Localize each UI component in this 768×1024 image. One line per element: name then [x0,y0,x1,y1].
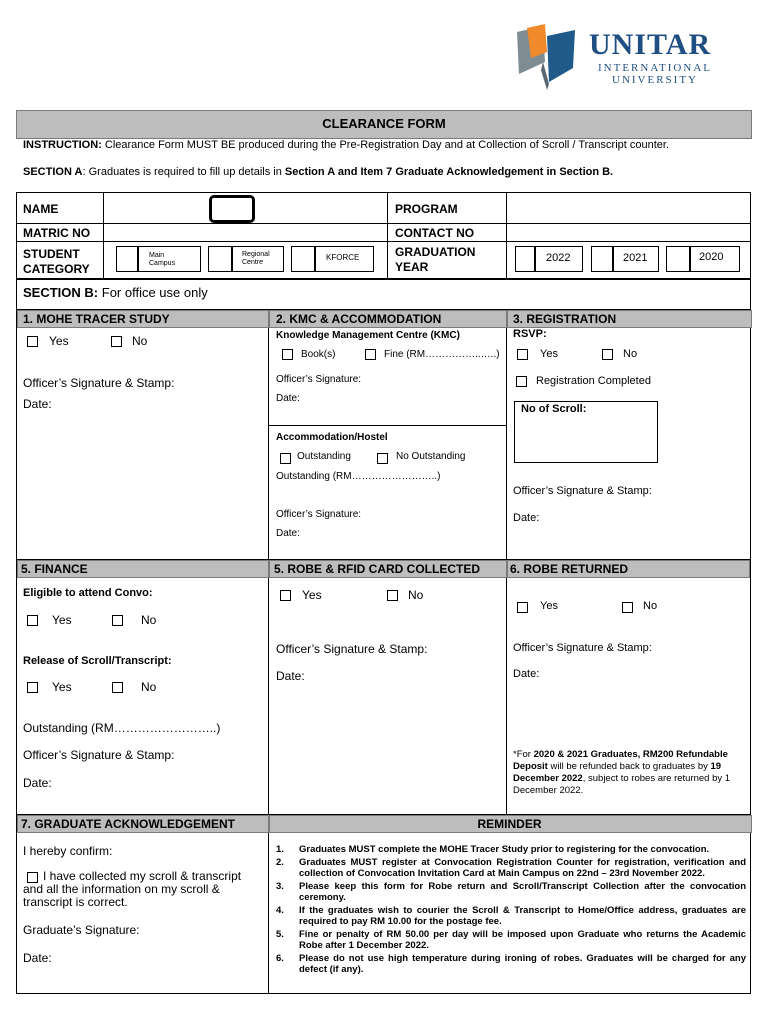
s2-books-checkbox[interactable] [282,349,293,360]
section-a-bold: Section A and Item 7 Graduate Acknowledgement in Section B. [284,166,614,178]
section-a-label: SECTION A [23,166,83,178]
category-label: STUDENT CATEGORY [23,247,90,276]
s2-fine-checkbox[interactable] [365,349,376,360]
s3-completed-checkbox[interactable] [516,376,527,387]
s7-title: 7. GRADUATE ACKNOWLEDGEMENT [21,817,235,831]
category-regional-centre-checkbox[interactable] [208,246,232,272]
name-label: NAME [23,202,59,216]
s5-eligible-yes-label: Yes [52,613,72,627]
reminder-item: 3. Please keep this form for Robe return and Scroll/Transcript Collection after the convocation ceremony. [276,880,746,903]
s2-date2-label: Date: [276,528,300,539]
category-main-campus-label: Main Campus [138,246,201,272]
year-2021-label: 2021 [613,246,659,272]
logo-line2: UNIVERSITY [612,74,698,86]
s5b-yes-checkbox[interactable] [280,590,291,601]
s1-yes-label: Yes [49,334,69,348]
s5-signature-label: Officer’s Signature & Stamp: [23,748,175,762]
s5-eligible-no-label: No [141,613,157,627]
s5b-title: 5. ROBE & RFID CARD COLLECTED [274,562,481,576]
s2-books-label: Book(s) [301,349,336,360]
program-label: PROGRAM [395,202,458,216]
matric-input[interactable] [105,224,385,240]
s5b-no-label: No [408,588,424,602]
s2-outstanding-label: Outstanding [297,451,351,462]
logo-title: UNITAR [589,28,712,61]
year-2022-label: 2022 [535,246,583,272]
book-leaf-icon [513,22,583,92]
instruction-text: Clearance Form MUST BE produced during the Pre-Registration Day and at Collection of Scroll / Transcript counter. [104,139,670,151]
s5-release-label: Release of Scroll/Transcript: [23,655,172,667]
section-a-note [23,166,753,178]
s2-signature2-label: Officer’s Signature: [276,509,362,520]
s2-kmc-heading: Knowledge Management Centre (KMC) [276,330,460,341]
s5-eligible-yes-checkbox[interactable] [27,615,38,626]
s3-date-label: Date: [513,512,540,524]
s5-date-label: Date: [23,776,52,790]
s7-date-label: Date: [23,951,52,965]
program-input[interactable] [508,194,749,222]
s2-no-outstanding-checkbox[interactable] [377,453,388,464]
s3-title: 3. REGISTRATION [513,312,617,326]
s2-outstanding-rm: Outstanding (RM……………………..) [276,471,441,482]
s1-date-label: Date: [23,397,52,411]
s1-title: 1. MOHE TRACER STUDY [23,312,170,326]
reminder-item: 5. Fine or penalty of RM 50.00 per day will be imposed upon Graduate who returns the Academic Robe after 1 December 2022. [276,928,746,951]
s6-yes-checkbox[interactable] [517,602,528,613]
s2-no-outstanding-label: No Outstanding [396,451,466,462]
s5-release-no-checkbox[interactable] [112,682,123,693]
form-title: CLEARANCE FORM [322,116,446,131]
s3-no-checkbox[interactable] [602,349,613,360]
s7-collected-text: I have collected my scroll & transcript and all the information on my scroll & transcript is correct. [23,869,242,909]
category-kforce-checkbox[interactable] [291,246,315,272]
section-b-heading: SECTION B: For office use only [23,285,208,300]
s5b-date-label: Date: [276,669,305,683]
s5-release-no-label: No [141,680,157,694]
s7-signature-label: Graduate’s Signature: [23,923,140,937]
year-2021-checkbox[interactable] [591,246,613,272]
s5-eligible-label: Eligible to attend Convo: [23,587,153,599]
s1-yes-checkbox[interactable] [27,336,38,347]
s1-no-label: No [132,334,148,348]
reminder-list [276,844,746,977]
s2-signature-label: Officer’s Signature: [276,374,362,385]
s1-no-checkbox[interactable] [111,336,122,347]
s2-date-label: Date: [276,393,300,404]
s6-date-label: Date: [513,668,540,680]
s6-signature-label: Officer’s Signature & Stamp: [513,642,652,654]
s5b-signature-label: Officer’s Signature & Stamp: [276,642,428,656]
reminder-item: 4. If the graduates wish to courier the Scroll & Transcript to Home/Office address, graduates are required to pay RM 10.00 for the postage fee. [276,904,746,927]
name-highlight-box [209,195,255,223]
s1-signature-label: Officer’s Signature & Stamp: [23,376,175,390]
contact-input[interactable] [508,224,749,240]
s5-title: 5. FINANCE [21,562,88,576]
s5-release-yes-label: Yes [52,680,72,694]
unitar-logo [513,22,723,92]
s5-eligible-no-checkbox[interactable] [112,615,123,626]
graduation-year-label: GRADUATION YEAR [395,245,476,274]
s3-no-label: No [623,348,638,360]
matric-label: MATRIC NO [23,226,91,240]
s3-signature-label: Officer’s Signature & Stamp: [513,485,652,497]
s6-no-checkbox[interactable] [622,602,633,613]
s5b-yes-label: Yes [302,588,322,602]
s2-title: 2. KMC & ACCOMMODATION [276,312,442,326]
s6-deposit-note: *For 2020 & 2021 Graduates, RM200 Refundable Deposit will be refunded back to graduates by 19 December 2022, subject to robes are returned by 1 December 2022. [513,749,731,796]
reminder-item: 6. Please do not use high temperature during ironing of robes. Graduates will be charged for any defect (if any). [276,952,746,975]
category-regional-centre-label: Regional Centre [232,246,284,272]
instruction [23,139,753,151]
reminder-item: 2. Graduates MUST register at Convocation Registration Counter for registration, verification and collection of Convocation Invitation Card at Main Campus on 22nd – 23rd November 2022. [276,856,746,879]
s3-scroll-label: No of Scroll: [521,403,587,415]
s6-no-label: No [643,600,658,612]
s6-yes-label: Yes [540,600,558,612]
s3-completed-label: Registration Completed [536,375,651,387]
instruction-label: INSTRUCTION: [23,139,102,151]
category-main-campus-checkbox[interactable] [116,246,138,272]
s3-yes-label: Yes [540,348,558,360]
s5b-no-checkbox[interactable] [387,590,398,601]
s2-outstanding-checkbox[interactable] [280,453,291,464]
s3-rsvp-label: RSVP: [513,328,547,340]
contact-label: CONTACT NO [395,226,475,240]
category-kforce-label: KFORCE [315,246,374,272]
s5-outstanding: Outstanding (RM……………………..) [23,721,221,735]
reminder-title: REMINDER [477,817,542,831]
s5-release-yes-checkbox[interactable] [27,682,38,693]
s7-confirm-label: I hereby confirm: [23,844,113,858]
s3-yes-checkbox[interactable] [517,349,528,360]
s6-title: 6. ROBE RETURNED [510,562,629,576]
year-2020-label: 2020 [690,246,740,272]
year-2020-checkbox[interactable] [666,246,690,272]
s2-fine-label: Fine (RM……………..…..) [384,349,500,360]
year-2022-checkbox[interactable] [515,246,535,272]
section-a-text: : Graduates is required to fill up details in [82,166,285,178]
s2-accommodation-heading: Accommodation/Hostel [276,432,388,443]
logo-line1: INTERNATIONAL [598,62,712,74]
reminder-item: 1. Graduates MUST complete the MOHE Tracer Study prior to registering for the convocation. [276,844,710,855]
